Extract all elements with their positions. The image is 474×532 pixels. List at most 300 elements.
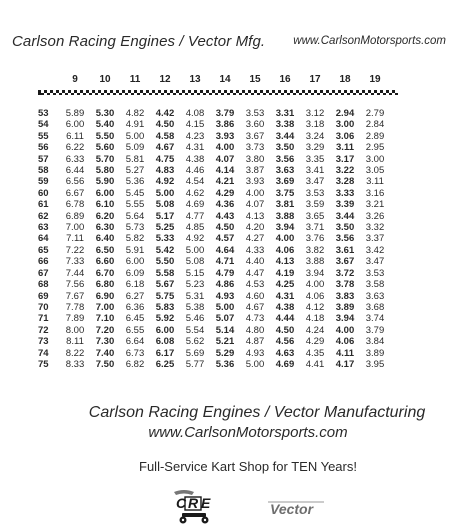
axle-sprocket-cell: 57: [38, 153, 49, 165]
ratio-cell: 2.89: [365, 130, 385, 142]
ratio-cell: 4.50: [155, 119, 175, 131]
ratio-cell: 3.44: [335, 210, 355, 222]
table-row: [38, 188, 390, 199]
column-header: 9: [72, 74, 78, 85]
ratio-cell: 3.00: [365, 153, 385, 165]
ratio-cell: 4.53: [245, 279, 265, 291]
ratio-cell: 4.50: [275, 324, 295, 336]
table-row: [38, 348, 390, 359]
ratio-cell: 4.79: [215, 267, 235, 279]
ratio-cell: 2.94: [335, 108, 355, 119]
axle-sprocket-cell: 64: [38, 233, 49, 245]
ratio-cell: 5.33: [155, 233, 175, 245]
ratio-cell: 5.64: [125, 210, 145, 222]
ratio-cell: 5.42: [155, 244, 175, 256]
ratio-cell: 8.33: [65, 358, 85, 370]
ratio-cell: 3.79: [215, 108, 235, 119]
ratio-cell: 4.63: [275, 347, 295, 359]
ratio-cell: 4.23: [185, 130, 205, 142]
footer-tagline: Full-Service Kart Shop for TEN Years!: [139, 459, 357, 474]
ratio-cell: 4.38: [275, 301, 295, 313]
ratio-cell: 5.17: [155, 210, 175, 222]
ratio-cell: 6.56: [65, 176, 85, 188]
ratio-cell: 3.79: [365, 324, 385, 336]
checkered-divider: [38, 90, 398, 95]
ratio-cell: 4.91: [125, 119, 145, 131]
ratio-cell: 6.30: [95, 222, 115, 234]
ratio-cell: 4.71: [215, 256, 235, 268]
ratio-cell: 4.60: [245, 290, 265, 302]
ratio-cell: 5.92: [155, 313, 175, 325]
ratio-cell: 3.69: [275, 176, 295, 188]
table-row: [38, 279, 390, 290]
ratio-cell: 3.18: [305, 119, 325, 131]
ratio-cell: 4.87: [245, 336, 265, 348]
ratio-cell: 3.94: [275, 222, 295, 234]
ratio-cell: 5.67: [155, 279, 175, 291]
ratio-cell: 3.11: [366, 176, 384, 188]
ratio-cell: 6.80: [95, 279, 115, 291]
ratio-cell: 4.33: [245, 244, 265, 256]
ratio-cell: 3.76: [305, 233, 325, 245]
ratio-cell: 5.81: [125, 153, 145, 165]
cre-logo: [170, 486, 222, 526]
table-row: [38, 131, 390, 142]
ratio-cell: 3.87: [245, 165, 265, 177]
ratio-cell: 7.33: [65, 256, 85, 268]
ratio-cell: 7.00: [95, 301, 115, 313]
ratio-cell: 3.58: [365, 279, 385, 291]
column-header: 17: [309, 74, 321, 85]
table-row: [38, 359, 390, 370]
ratio-cell: 4.25: [275, 279, 295, 291]
ratio-cell: 4.38: [185, 153, 205, 165]
ratio-cell: 8.11: [66, 336, 84, 348]
ratio-cell: 6.40: [95, 233, 115, 245]
table-row: [38, 268, 390, 279]
ratio-cell: 6.73: [125, 347, 145, 359]
ratio-cell: 3.75: [275, 187, 295, 199]
ratio-cell: 6.17: [155, 347, 175, 359]
ratio-cell: 3.39: [335, 199, 355, 211]
ratio-cell: 7.10: [95, 313, 115, 325]
column-header: 16: [279, 74, 291, 85]
ratio-cell: 3.05: [365, 165, 385, 177]
ratio-cell: 5.09: [125, 142, 145, 154]
ratio-cell: 5.90: [95, 176, 115, 188]
ratio-cell: 4.93: [215, 290, 235, 302]
header-title: Carlson Racing Engines / Vector Mfg.: [12, 33, 266, 50]
ratio-cell: 3.47: [305, 176, 325, 188]
ratio-cell: 5.60: [95, 142, 115, 154]
ratio-cell: 4.29: [305, 336, 325, 348]
ratio-cell: 3.65: [305, 210, 325, 222]
ratio-cell: 4.69: [185, 199, 205, 211]
ratio-cell: 5.36: [215, 358, 235, 370]
ratio-cell: 4.27: [245, 233, 265, 245]
ratio-cell: 3.56: [335, 233, 355, 245]
column-header: 18: [339, 74, 351, 85]
table-row: [38, 108, 390, 119]
ratio-cell: 4.15: [185, 119, 205, 131]
ratio-cell: 6.00: [95, 187, 115, 199]
ratio-cell: 7.30: [95, 336, 115, 348]
ratio-cell: 3.73: [245, 142, 265, 154]
axle-sprocket-cell: 59: [38, 176, 49, 188]
ratio-cell: 5.14: [215, 324, 235, 336]
ratio-cell: 5.50: [95, 130, 115, 142]
ratio-cell: 7.50: [95, 358, 115, 370]
axle-sprocket-cell: 71: [38, 313, 49, 325]
ratio-cell: 3.83: [335, 290, 355, 302]
ratio-cell: 3.88: [305, 256, 325, 268]
ratio-cell: 5.83: [155, 301, 175, 313]
column-header: 11: [129, 74, 141, 85]
axle-sprocket-cell: 74: [38, 347, 49, 359]
ratio-cell: 4.07: [215, 153, 235, 165]
ratio-cell: 4.07: [245, 199, 265, 211]
ratio-cell: 5.00: [245, 358, 265, 370]
table-row: [38, 119, 390, 130]
ratio-cell: 3.29: [305, 142, 325, 154]
ratio-cell: 7.11: [66, 233, 84, 245]
axle-sprocket-cell: 62: [38, 210, 49, 222]
ratio-cell: 3.71: [305, 222, 325, 234]
ratio-cell: 3.33: [335, 187, 355, 199]
table-row: [38, 199, 390, 210]
ratio-cell: 6.00: [65, 119, 85, 131]
ratio-cell: 4.92: [185, 233, 205, 245]
ratio-cell: 6.60: [95, 256, 115, 268]
ratio-cell: 5.00: [155, 187, 175, 199]
header-url: www.CarlsonMotorsports.com: [293, 35, 446, 47]
ratio-cell: 4.00: [275, 233, 295, 245]
ratio-cell: 4.82: [125, 108, 145, 119]
table-row: [38, 302, 390, 313]
ratio-cell: 3.26: [365, 210, 385, 222]
column-header: 19: [369, 74, 381, 85]
ratio-cell: 4.83: [155, 165, 175, 177]
ratio-cell: 5.77: [185, 358, 205, 370]
ratio-cell: 4.92: [155, 176, 175, 188]
table-row: [38, 291, 390, 302]
ratio-cell: 2.95: [365, 142, 385, 154]
svg-text:R: R: [188, 495, 199, 511]
ratio-cell: 6.50: [95, 244, 115, 256]
ratio-cell: 3.53: [245, 108, 265, 119]
ratio-cell: 3.53: [365, 267, 385, 279]
ratio-cell: 3.56: [275, 153, 295, 165]
ratio-cell: 5.40: [95, 119, 115, 131]
axle-sprocket-cell: 60: [38, 187, 49, 199]
ratio-cell: 5.31: [185, 290, 205, 302]
ratio-cell: 5.75: [155, 290, 175, 302]
ratio-cell: 5.38: [185, 301, 205, 313]
ratio-cell: 6.09: [125, 267, 145, 279]
footer-website: www.CarlsonMotorsports.com: [148, 424, 348, 441]
engine-sprocket-header-row: [38, 74, 398, 88]
svg-text:E: E: [201, 495, 211, 511]
ratio-cell: 4.73: [245, 313, 265, 325]
ratio-cell: 4.08: [185, 108, 205, 119]
ratio-cell: 5.29: [215, 347, 235, 359]
footer-company-name: Carlson Racing Engines / Vector Manufacturing: [88, 404, 426, 421]
ratio-cell: 5.45: [125, 187, 145, 199]
axle-sprocket-cell: 53: [38, 108, 49, 119]
ratio-cell: 4.86: [215, 279, 235, 291]
ratio-cell: 4.29: [215, 187, 235, 199]
ratio-cell: 4.50: [215, 222, 235, 234]
ratio-cell: 3.67: [245, 130, 265, 142]
ratio-cell: 4.06: [305, 290, 325, 302]
ratio-cell: 3.38: [275, 119, 295, 131]
table-row: [38, 256, 390, 267]
ratio-cell: 5.73: [125, 222, 145, 234]
table-row: [38, 142, 390, 153]
ratio-cell: 4.31: [185, 142, 205, 154]
axle-sprocket-cell: 65: [38, 244, 49, 256]
ratio-cell: 4.64: [215, 244, 235, 256]
axle-sprocket-cell: 56: [38, 142, 49, 154]
ratio-cell: 6.27: [125, 290, 145, 302]
ratio-cell: 3.50: [335, 222, 355, 234]
ratio-cell: 3.22: [335, 165, 355, 177]
ratio-cell: 7.40: [95, 347, 115, 359]
ratio-cell: 3.63: [275, 165, 295, 177]
ratio-cell: 3.35: [305, 153, 325, 165]
ratio-cell: 3.59: [305, 199, 325, 211]
ratio-cell: 4.47: [245, 267, 265, 279]
ratio-cell: 5.54: [185, 324, 205, 336]
ratio-cell: 4.11: [336, 347, 354, 359]
ratio-cell: 5.91: [125, 244, 145, 256]
svg-text:Vector: Vector: [270, 501, 314, 517]
ratio-cell: 6.10: [95, 199, 115, 211]
axle-sprocket-cell: 66: [38, 256, 49, 268]
ratio-cell: 4.17: [335, 358, 355, 370]
svg-text:C: C: [176, 495, 187, 511]
table-row: [38, 154, 390, 165]
ratio-cell: 6.70: [95, 267, 115, 279]
ratio-cell: 4.06: [275, 244, 295, 256]
ratio-cell: 5.70: [95, 153, 115, 165]
table-row: [38, 325, 390, 336]
ratio-cell: 6.18: [125, 279, 145, 291]
ratio-cell: 6.08: [155, 336, 175, 348]
ratio-cell: 3.81: [275, 199, 295, 211]
ratio-cell: 3.94: [335, 313, 355, 325]
ratio-cell: 5.89: [65, 108, 85, 119]
ratio-cell: 4.13: [275, 256, 295, 268]
ratio-cell: 4.80: [245, 324, 265, 336]
ratio-cell: 5.82: [125, 233, 145, 245]
ratio-cell: 6.45: [125, 313, 145, 325]
ratio-cell: 5.21: [215, 336, 235, 348]
ratio-cell: 7.78: [65, 301, 85, 313]
ratio-cell: 3.88: [275, 210, 295, 222]
ratio-cell: 4.54: [185, 176, 205, 188]
axle-sprocket-cell: 73: [38, 336, 49, 348]
table-row: [38, 245, 390, 256]
ratio-cell: 6.78: [65, 199, 85, 211]
ratio-cell: 3.16: [365, 187, 385, 199]
ratio-cell: 4.20: [245, 222, 265, 234]
ratio-cell: 4.85: [185, 222, 205, 234]
ratio-cell: 5.80: [95, 165, 115, 177]
ratio-cell: 3.60: [245, 119, 265, 131]
gear-ratio-table: [38, 108, 390, 370]
ratio-cell: 5.36: [125, 176, 145, 188]
ratio-cell: 5.08: [185, 256, 205, 268]
ratio-cell: 3.63: [365, 290, 385, 302]
column-header: 13: [189, 74, 201, 85]
ratio-cell: 6.00: [155, 324, 175, 336]
ratio-cell: 6.25: [155, 358, 175, 370]
ratio-cell: 7.00: [65, 222, 85, 234]
ratio-cell: 3.84: [365, 336, 385, 348]
ratio-cell: 6.90: [95, 290, 115, 302]
ratio-cell: 8.00: [65, 324, 85, 336]
ratio-cell: 6.20: [95, 210, 115, 222]
ratio-cell: 4.24: [305, 324, 325, 336]
ratio-cell: 8.22: [65, 347, 85, 359]
axle-sprocket-cell: 61: [38, 199, 49, 211]
ratio-cell: 4.62: [185, 187, 205, 199]
ratio-cell: 6.33: [65, 153, 85, 165]
ratio-cell: 3.28: [335, 176, 355, 188]
ratio-cell: 3.47: [365, 256, 385, 268]
vector-logo: [266, 498, 328, 518]
table-row: [38, 313, 390, 324]
ratio-cell: 5.62: [185, 336, 205, 348]
ratio-cell: 7.67: [65, 290, 85, 302]
ratio-cell: 3.89: [335, 301, 355, 313]
axle-sprocket-cell: 63: [38, 222, 49, 234]
ratio-cell: 6.82: [125, 358, 145, 370]
ratio-cell: 7.22: [65, 244, 85, 256]
axle-sprocket-cell: 70: [38, 301, 49, 313]
ratio-cell: 4.93: [245, 347, 265, 359]
ratio-cell: 4.00: [215, 142, 235, 154]
ratio-cell: 4.35: [305, 347, 325, 359]
ratio-cell: 4.77: [185, 210, 205, 222]
ratio-cell: 5.25: [155, 222, 175, 234]
ratio-cell: 3.50: [275, 142, 295, 154]
ratio-cell: 7.44: [65, 267, 85, 279]
ratio-cell: 6.44: [65, 165, 85, 177]
column-header: 14: [219, 74, 231, 85]
ratio-cell: 4.06: [335, 336, 355, 348]
ratio-cell: 6.55: [125, 324, 145, 336]
ratio-cell: 4.00: [245, 187, 265, 199]
ratio-cell: 5.50: [155, 256, 175, 268]
ratio-cell: 7.20: [95, 324, 115, 336]
ratio-cell: 5.00: [125, 130, 145, 142]
ratio-cell: 4.36: [215, 199, 235, 211]
axle-sprocket-cell: 67: [38, 267, 49, 279]
ratio-cell: 3.31: [275, 108, 295, 119]
ratio-cell: 5.46: [185, 313, 205, 325]
ratio-cell: 4.21: [215, 176, 235, 188]
ratio-cell: 6.36: [125, 301, 145, 313]
ratio-cell: 3.00: [335, 119, 355, 131]
ratio-cell: 3.06: [335, 130, 355, 142]
ratio-cell: 4.14: [215, 165, 235, 177]
ratio-cell: 3.37: [365, 233, 385, 245]
axle-sprocket-cell: 68: [38, 279, 49, 291]
axle-sprocket-cell: 75: [38, 358, 49, 370]
ratio-cell: 5.55: [125, 199, 145, 211]
ratio-cell: 4.67: [155, 142, 175, 154]
ratio-cell: 3.21: [365, 199, 385, 211]
ratio-cell: 3.78: [335, 279, 355, 291]
ratio-cell: 3.41: [305, 165, 325, 177]
ratio-cell: 4.67: [245, 301, 265, 313]
ratio-cell: 7.89: [65, 313, 85, 325]
ratio-cell: 5.07: [215, 313, 235, 325]
table-row: [38, 233, 390, 244]
table-row: [38, 165, 390, 176]
ratio-cell: 6.22: [65, 142, 85, 154]
ratio-cell: 3.24: [305, 130, 325, 142]
ratio-cell: 3.61: [335, 244, 355, 256]
ratio-cell: 5.15: [185, 267, 205, 279]
ratio-cell: 4.46: [185, 165, 205, 177]
ratio-cell: 3.67: [335, 256, 355, 268]
ratio-cell: 4.57: [215, 233, 235, 245]
ratio-cell: 3.93: [215, 130, 235, 142]
table-row: [38, 176, 390, 187]
ratio-cell: 4.75: [155, 153, 175, 165]
ratio-cell: 3.89: [365, 347, 385, 359]
ratio-cell: 3.74: [365, 313, 385, 325]
ratio-cell: 4.31: [275, 290, 295, 302]
ratio-cell: 5.00: [185, 244, 205, 256]
axle-sprocket-cell: 69: [38, 290, 49, 302]
ratio-cell: 3.80: [245, 153, 265, 165]
ratio-cell: 6.89: [65, 210, 85, 222]
ratio-cell: 3.94: [305, 267, 325, 279]
ratio-cell: 4.19: [275, 267, 295, 279]
ratio-cell: 4.42: [155, 108, 175, 119]
ratio-cell: 3.86: [215, 119, 235, 131]
column-header: 15: [249, 74, 261, 85]
ratio-cell: 3.93: [245, 176, 265, 188]
ratio-cell: 3.17: [335, 153, 355, 165]
ratio-cell: 5.58: [155, 267, 175, 279]
ratio-cell: 5.08: [155, 199, 175, 211]
ratio-cell: 5.00: [215, 301, 235, 313]
ratio-cell: 4.00: [305, 279, 325, 291]
axle-sprocket-cell: 58: [38, 165, 49, 177]
ratio-cell: 6.11: [66, 130, 84, 142]
ratio-cell: 3.68: [365, 301, 385, 313]
ratio-cell: 2.79: [365, 108, 385, 119]
table-row: [38, 211, 390, 222]
column-header: 12: [159, 74, 171, 85]
ratio-cell: 4.41: [305, 358, 325, 370]
ratio-cell: 5.30: [95, 108, 115, 119]
axle-sprocket-cell: 72: [38, 324, 49, 336]
ratio-cell: 3.53: [305, 187, 325, 199]
ratio-cell: 3.44: [275, 130, 295, 142]
ratio-cell: 4.12: [305, 301, 325, 313]
ratio-cell: 6.67: [65, 187, 85, 199]
ratio-cell: 4.44: [275, 313, 295, 325]
table-row: [38, 336, 390, 347]
table-row: [38, 222, 390, 233]
axle-sprocket-cell: 55: [38, 130, 49, 142]
